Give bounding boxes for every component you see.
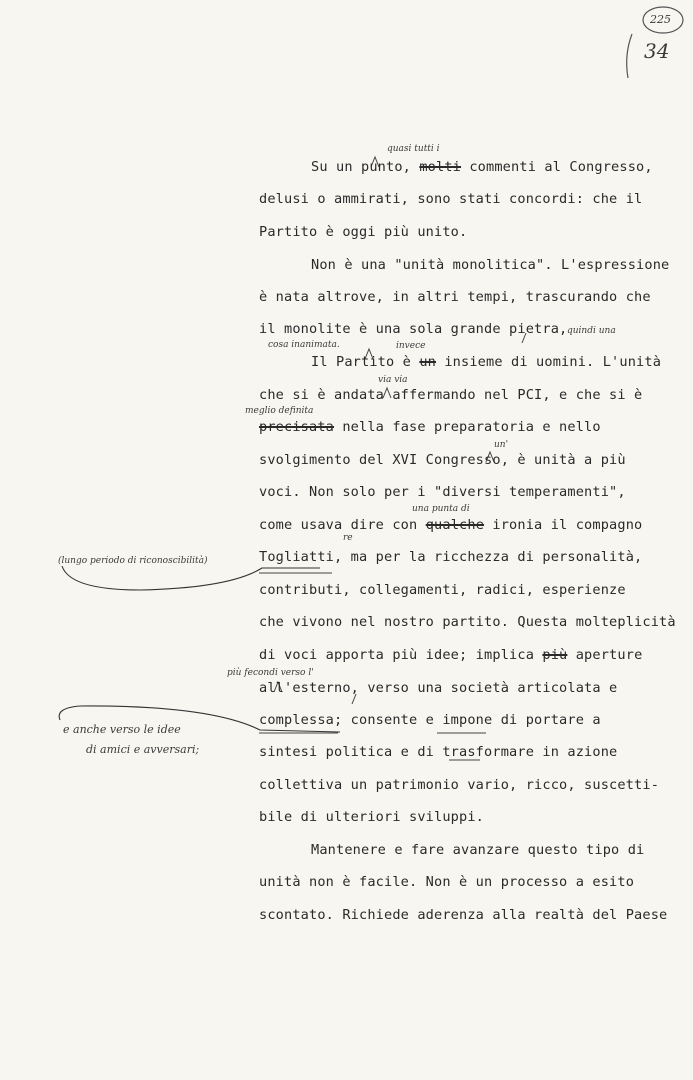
page-bracket: [627, 34, 632, 78]
page-number: 34: [644, 39, 670, 63]
margin-note-2-line-2: di amici e avversari;: [86, 743, 200, 756]
margin-note-2-line-1: e anche verso le idee: [63, 723, 181, 736]
text-line-19: sintesi politica e di trasformare in azione: [259, 744, 618, 760]
text-line-12: come usava dire con qualche ironia il compagno: [259, 517, 643, 533]
note-cosa-inanimata: cosa inanimata.: [268, 340, 340, 350]
text-line-22: Mantenere e fare avanzare questo tipo di: [311, 842, 645, 858]
note-piu-fecondi: più fecondi verso l': [227, 668, 314, 678]
note-meglio-definita: meglio definita: [245, 406, 314, 416]
text-line-23: unità non è facile. Non è un processo a esito: [259, 874, 635, 890]
note-un: un': [494, 440, 509, 450]
note-re: re: [343, 533, 353, 543]
text-line-6: il monolite è una sola grande pietra,: [259, 321, 568, 337]
note-quasi-tutti: quasi tutti i: [387, 144, 440, 154]
text-line-21: bile di ulteriori sviluppi.: [259, 809, 485, 825]
text-line-5: è nata altrove, in altri tempi, trascurando che: [259, 289, 651, 305]
text-line-16: di voci apporta più idee; implica più aperture: [259, 647, 643, 663]
text-line-2: delusi o ammirati, sono stati concordi: che il: [259, 191, 643, 207]
margin-note-1: (lungo periodo di riconoscibilità): [58, 556, 208, 566]
text-line-4: Non è una "unità monolitica". L'espressione: [311, 257, 670, 273]
text-line-24: scontato. Richiede aderenza alla realtà del Paese: [259, 907, 668, 923]
text-line-14: contributi, collegamenti, radici, esperienze: [259, 582, 626, 598]
text-line-10: svolgimento del XVI Congresso, è unità a più: [259, 452, 626, 468]
note-una-punta-di: una punta di: [412, 504, 470, 514]
text-line-1: Su un punto, molti commenti al Congresso,: [311, 159, 653, 175]
text-line-8: che si è andata affermando nel PCI, e che si è: [259, 387, 643, 403]
text-line-11: voci. Non solo per i "diversi temperamenti",: [259, 484, 626, 500]
text-line-20: collettiva un patrimonio vario, ricco, suscetti-: [259, 777, 660, 793]
archive-number: 225: [650, 13, 671, 26]
struck-word-precisata: precisata: [259, 419, 335, 435]
text-line-7: Il Partito è un insieme di uomini. L'unità: [311, 354, 662, 370]
text-line-18: complessa; consente e impone di portare a: [259, 712, 601, 728]
text-line-9: precisata nella fase preparatoria e nello: [259, 419, 601, 435]
text-line-17: all'esterno, verso una società articolata e: [259, 680, 618, 696]
note-invece: invece: [396, 341, 426, 351]
struck-word-qualche: qualche: [425, 517, 485, 533]
text-line-3: Partito è oggi più unito.: [259, 224, 468, 240]
struck-word-un: un: [419, 354, 437, 370]
struck-word-piu: più: [542, 647, 568, 663]
struck-word-molti: molti: [419, 159, 462, 175]
text-line-13: Togliatti, ma per la ricchezza di personalità,: [259, 549, 643, 565]
note-via-via: via via: [378, 375, 408, 385]
text-line-15: che vivono nel nostro partito. Questa molteplicità: [259, 614, 676, 630]
note-quindi-una: quindi una: [567, 326, 616, 336]
